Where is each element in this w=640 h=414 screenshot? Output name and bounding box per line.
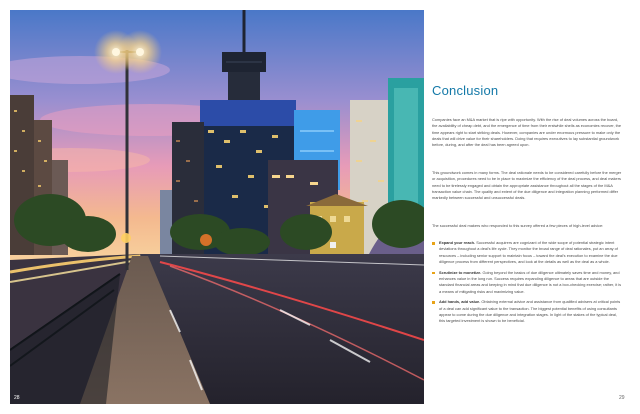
bullet-lead: Scrutinize to monetize. [439, 269, 482, 275]
bullet-square-icon [432, 272, 435, 275]
bullet-text: Successful acquirers are cognizant of the wide scope of potential strategic intent deviations throughout a deal's life cycle. They monitor the broad range of deal rationales, put an array of resources – including senior support to maintain focus – toward the deal's execution to examine the due diligence process from different perspectives, and look at the details as well as the deal as a whole. [439, 240, 618, 264]
page-number-left: 28 [14, 395, 20, 401]
bullet-square-icon [432, 242, 435, 245]
paragraph-groundwork: This groundwork comes in many forms. The deal rationale needs to be considered carefully before the merger or acquisition, procedures need to be in place to maximize the efficiency of the deal process, and deal makers need to be tirelessly engaged and obtain the appropriate assistance throughout all the stages of the M&A transaction value chain. The quality and extent of the due diligence and integration planning performed differ markedly between successful and unsuccessful deals. [432, 170, 622, 201]
right-page [432, 10, 630, 404]
bullet-lead: Expand your reach. [439, 240, 476, 245]
paragraph-advice-intro: The successful deal makers who responded to this survey offered a few pieces of high-level advice: [432, 223, 604, 228]
bullet-text: Obtaining external advice and assistance from qualified advisers at critical points of a deal can add significant value to the transaction. The biggest potential benefits of using consultants appear to come during the due diligence and integration stages. In light of the stakes of the typical deal, this targeted investment is shown to be beneficial. [439, 299, 621, 324]
bullet-lead: Add hands, add value. [439, 299, 481, 305]
page-title: Conclusion [432, 83, 499, 98]
list-item [432, 240, 622, 265]
advice-list [432, 240, 622, 329]
bullet-square-icon [432, 301, 435, 304]
paragraph-intro: Companies face an M&A market that is ripe with opportunity. With the rise of deal volumes across the board, the availability of cheap debt, and the emergence of time from their erstwhile shells as economies recover, the time appears right to start striking deals. However, companies are under enormous pressure to make only the deals that will drive value for their shareholders. Doing that requires executives to lay substantial groundwork before, during, and after the deal has been agreed upon. [432, 117, 622, 148]
page-number-right: 29 [619, 395, 625, 401]
list-item [432, 299, 622, 324]
city-street-photo [10, 10, 424, 404]
bullet-text: Going beyond the basics of due diligence ultimately saves time and money, and enhances value in the long run. Success requires expanding diligence to areas that are outside the standard financial areas and keeping in mind that due diligence is not a box-checking exercise; rather, it is a means of mitigating risks and maximizing value. [439, 269, 622, 294]
list-item [432, 270, 622, 295]
